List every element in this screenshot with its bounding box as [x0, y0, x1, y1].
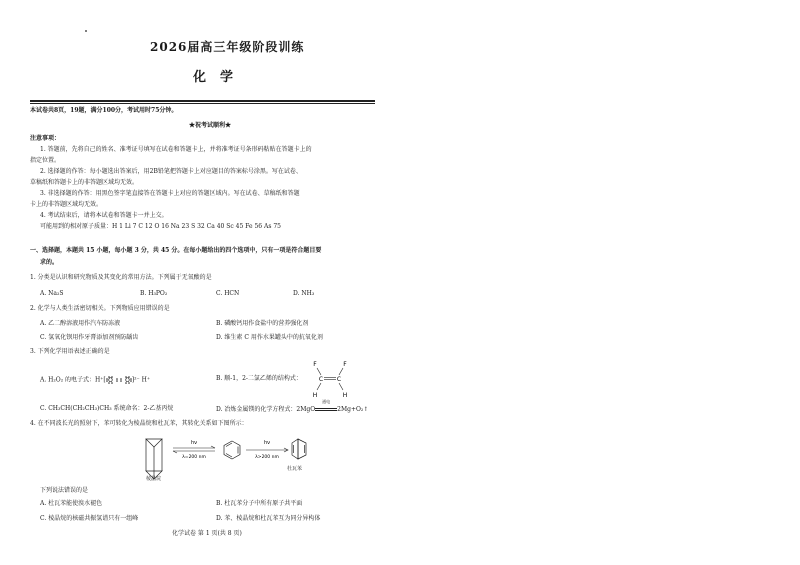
q2-stem: 2. 化学与人类生活密切相关。下列物质应用错误的是	[30, 305, 170, 312]
atom-label: F	[313, 361, 317, 368]
q4-option-c: C. 棱晶烷的核磁共振氢谱只有一组峰	[40, 515, 139, 522]
label-dewar-benzene: 杜瓦苯	[287, 466, 303, 472]
arrow-label-hv: hν	[264, 440, 270, 446]
scan-speck	[85, 30, 87, 32]
q1-option-b: B. H₃PO₂	[140, 290, 168, 297]
q2-option-b: B. 磷酸钙用作食盐中的营养强化剂	[216, 320, 309, 327]
atom-label: H	[342, 392, 348, 399]
svg-text:O: O	[124, 377, 130, 384]
q3-option-d-products: 2Mg+O₂↑	[337, 406, 369, 413]
notice-item: 3. 非选择题的作答：用黑色签字笔直接答在答题卡上对应的答题区域内。写在试卷、草稿纸和答题	[40, 190, 300, 197]
notice-heading: 注意事项：	[30, 135, 61, 142]
exam-title: 2026届高三年级阶段训练	[150, 40, 305, 54]
atomic-masses: 可能用到的相对原子质量：H 1 Li 7 C 12 O 16 Na 23 S 32 Ca 40 Sc 45 Fe 56 As 75	[40, 223, 281, 230]
svg-text:O: O	[107, 377, 113, 384]
page-footer: 化学试卷 第 1 页(共 8 页)	[172, 530, 242, 537]
notice-item: 1. 答题前，先将自己的姓名、准考证号填写在试卷和答题卡上，并将准考证号条形码粘贴在答题卡上的	[40, 146, 312, 153]
notice-item: 2. 选择题的作答：每小题选出答案后，用2B铅笔把答题卡上对应题目的答案标号涂黑。写在试卷、	[40, 168, 302, 175]
label-prismane: 棱晶烷	[146, 476, 162, 482]
peroxide-electron-dots	[106, 375, 132, 385]
q4-ask: 下列说法错误的是	[40, 487, 89, 494]
q2-option-a: A. 乙二醇溶液用作汽车防冻液	[40, 320, 121, 327]
subject-title: 化学	[193, 70, 248, 85]
q1-option-a: A. Na₂S	[40, 290, 64, 297]
notice-item: 卡上的非答题区域均无效。	[30, 201, 103, 208]
atom-label: F	[343, 361, 347, 368]
benzene-icon	[224, 441, 240, 459]
q3-stem: 3. 下列化学用语表述正确的是	[30, 348, 110, 355]
q3-option-d-text: D. 冶炼金属镁的化学方程式：2MgO	[216, 406, 316, 413]
q3-option-d	[216, 399, 369, 414]
dewar-benzene-icon	[292, 439, 306, 459]
header-rule-thin	[30, 103, 375, 104]
prismane-icon	[146, 439, 162, 479]
q2-option-d: D. 维生素 C 用作水果罐头中的抗氧化剂	[216, 334, 323, 341]
arrow-condition: λ>200 nm	[255, 455, 279, 460]
q2-option-c: C. 氢氧化钡用作牙膏添加剂预防龋齿	[40, 334, 139, 341]
q4-option-a: A. 杜瓦苯能使溴水褪色	[40, 500, 103, 507]
q4-option-b: B. 杜瓦苯分子中所有原子共平面	[216, 500, 303, 507]
atom-label: C	[318, 376, 324, 383]
exam-info: 本试卷共8页，19题，满分100分，考试用时75分钟。	[30, 107, 178, 114]
section-heading: 一、选择题，本题共 15 小题，每小题 3 分，共 45 分。在每小题给出的四个选项中，只有一项是符合题目要	[30, 247, 322, 254]
header-rule-thick	[30, 100, 375, 102]
benzene-isomers-diagram	[140, 435, 310, 485]
arrow-condition: λ=200 nm	[182, 455, 206, 460]
q1-option-d: D. NH₃	[293, 290, 315, 297]
arrow-label-hv: hν	[191, 440, 197, 446]
secret-mark: ★祝考试顺利★	[189, 122, 232, 129]
dichloroethylene-structure	[307, 358, 353, 402]
atom-label: H	[312, 392, 318, 399]
atom-label: C	[336, 376, 342, 383]
q1-stem: 1. 分类是认识和研究物质及其变化的常用方法。下列属于无氧酸的是	[30, 274, 212, 281]
q1-option-c: C. HCN	[216, 290, 240, 297]
q3-option-a-prefix: A. H₂O₂ 的电子式：H⁺[	[40, 376, 106, 384]
notice-item: 4. 考试结束后，请将本试卷和答题卡一并上交。	[40, 212, 168, 219]
notice-item: 草稿纸和答题卡上的非答题区域均无效。	[30, 179, 139, 186]
q4-option-d: D. 苯、棱晶烷和杜瓦苯互为同分异构体	[216, 515, 321, 522]
section-heading-cont: 求的。	[40, 259, 59, 266]
arrow-condition: 通电	[322, 399, 331, 404]
q3-option-a-suffix: ]²⁻ H⁺	[131, 376, 150, 384]
notice-item: 指定位置。	[30, 157, 61, 164]
electrolysis-arrow	[315, 399, 337, 411]
q3-option-c: C. CH₃CH(CH₂CH₃)CH₃ 系统命名：2-乙基丙烷	[40, 405, 174, 412]
q3-option-a	[40, 375, 150, 385]
q4-stem: 4. 在不同波长光的照射下，苯可转化为棱晶烷和杜瓦苯，其转化关系如下图所示：	[30, 420, 248, 427]
q3-option-b: B. 顺-1，2-二氯乙烯的结构式：	[216, 375, 302, 382]
